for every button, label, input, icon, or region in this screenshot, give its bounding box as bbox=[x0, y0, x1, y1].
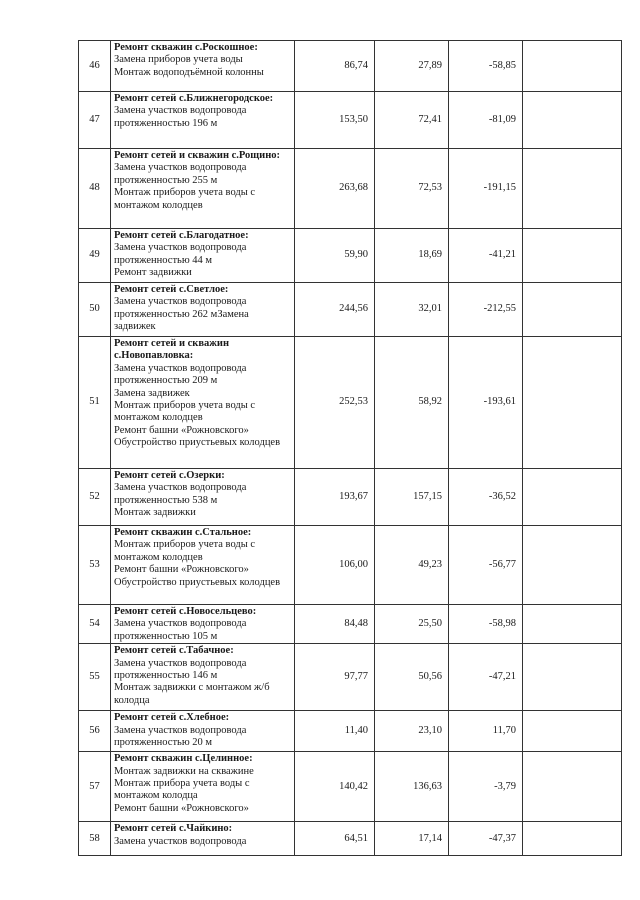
planned-amount: 64,51 bbox=[295, 822, 375, 856]
work-line: Ремонт башни «Рожновского» bbox=[114, 424, 249, 436]
work-title: Ремонт скважин с.Роскошное: bbox=[114, 42, 258, 53]
planned-amount: 263,68 bbox=[295, 149, 375, 229]
work-line: Замена участков водопровода протяженностью 20 м bbox=[114, 724, 247, 749]
row-number: 49 bbox=[79, 229, 111, 283]
notes-cell bbox=[523, 283, 622, 337]
work-title: Ремонт сетей с.Чайкино: bbox=[114, 823, 233, 835]
deviation-amount: -36,52 bbox=[449, 469, 523, 526]
row-number: 54 bbox=[79, 605, 111, 644]
deviation-amount: -81,09 bbox=[449, 92, 523, 149]
work-line: Замена участков водопровода протяженностью 538 м bbox=[114, 482, 247, 506]
work-title: Ремонт скважин с.Стальное: bbox=[114, 527, 252, 538]
work-line: Обустройство приустьевых колодцев bbox=[114, 576, 281, 588]
work-line: Замена участков водопровода протяженностью 44 м bbox=[114, 242, 247, 266]
table-row bbox=[79, 337, 622, 469]
deviation-amount: -56,77 bbox=[449, 526, 523, 605]
actual-amount: 17,14 bbox=[375, 822, 449, 856]
row-number: 47 bbox=[79, 92, 111, 149]
work-line: Замена участков водопровода bbox=[114, 835, 247, 847]
actual-amount: 32,01 bbox=[375, 283, 449, 337]
work-line: Обустройство приустьевых колодцев bbox=[114, 437, 281, 449]
row-number: 48 bbox=[79, 149, 111, 229]
notes-cell bbox=[523, 526, 622, 605]
actual-amount: 49,23 bbox=[375, 526, 449, 605]
planned-amount: 252,53 bbox=[295, 337, 375, 469]
planned-amount: 153,50 bbox=[295, 92, 375, 149]
deviation-amount: -58,98 bbox=[449, 605, 523, 644]
actual-amount: 157,15 bbox=[375, 469, 449, 526]
work-line: Замена задвижек bbox=[114, 387, 190, 399]
work-line: Монтаж задвижки с монтажом ж/б колодца bbox=[114, 682, 270, 706]
work-title: Ремонт сетей с.Ближнегородское: bbox=[114, 93, 274, 104]
notes-cell bbox=[523, 644, 622, 711]
work-description bbox=[111, 41, 295, 92]
work-line: Замена участков водопровода протяженностью 146 м bbox=[114, 657, 247, 682]
notes-cell bbox=[523, 92, 622, 149]
deviation-amount: -47,21 bbox=[449, 644, 523, 711]
planned-amount: 244,56 bbox=[295, 283, 375, 337]
work-description bbox=[111, 337, 295, 469]
deviation-amount: 11,70 bbox=[449, 711, 523, 752]
work-line: Монтаж водоподъёмной колонны bbox=[114, 66, 264, 78]
table-row bbox=[79, 822, 622, 856]
row-number: 52 bbox=[79, 469, 111, 526]
work-description bbox=[111, 644, 295, 711]
actual-amount: 50,56 bbox=[375, 644, 449, 711]
planned-amount: 84,48 bbox=[295, 605, 375, 644]
table-row bbox=[79, 41, 622, 92]
work-line: Монтаж прибора учета воды с монтажом колодца bbox=[114, 778, 250, 802]
work-description bbox=[111, 711, 295, 752]
work-line: Замена участков водопровода протяженностью 196 м bbox=[114, 105, 247, 129]
table-row bbox=[79, 283, 622, 337]
row-number: 53 bbox=[79, 526, 111, 605]
actual-amount: 25,50 bbox=[375, 605, 449, 644]
planned-amount: 11,40 bbox=[295, 711, 375, 752]
work-line: Замена участков водопровода протяженностью 105 м bbox=[114, 618, 247, 642]
row-number: 58 bbox=[79, 822, 111, 856]
work-description bbox=[111, 605, 295, 644]
work-line: Монтаж задвижки bbox=[114, 507, 196, 519]
deviation-amount: -193,61 bbox=[449, 337, 523, 469]
deviation-amount: -191,15 bbox=[449, 149, 523, 229]
actual-amount: 72,41 bbox=[375, 92, 449, 149]
planned-amount: 97,77 bbox=[295, 644, 375, 711]
work-line: Замена участков водопровода протяженностью 262 мЗамена задвижек bbox=[114, 296, 249, 333]
work-description bbox=[111, 229, 295, 283]
work-line: Монтаж приборов учета воды с монтажом колодцев bbox=[114, 400, 256, 424]
planned-amount: 59,90 bbox=[295, 229, 375, 283]
work-description bbox=[111, 469, 295, 526]
work-line: Ремонт задвижки bbox=[114, 267, 192, 279]
notes-cell bbox=[523, 149, 622, 229]
actual-amount: 18,69 bbox=[375, 229, 449, 283]
deviation-amount: -212,55 bbox=[449, 283, 523, 337]
work-description bbox=[111, 92, 295, 149]
work-line: Замена приборов учета воды bbox=[114, 54, 243, 66]
deviation-amount: -3,79 bbox=[449, 752, 523, 822]
work-title: Ремонт сетей и скважин с.Новопавловка: bbox=[114, 338, 229, 362]
deviation-amount: -58,85 bbox=[449, 41, 523, 92]
work-title: Ремонт сетей с.Озерки: bbox=[114, 470, 225, 481]
work-title: Ремонт сетей с.Табачное: bbox=[114, 645, 234, 657]
work-description bbox=[111, 822, 295, 856]
work-line: Замена участков водопровода протяженностью 209 м bbox=[114, 362, 247, 387]
actual-amount: 72,53 bbox=[375, 149, 449, 229]
repair-table bbox=[78, 40, 622, 856]
work-title: Ремонт сетей и скважин с.Рощино: bbox=[114, 150, 281, 161]
row-number: 57 bbox=[79, 752, 111, 822]
notes-cell bbox=[523, 41, 622, 92]
notes-cell bbox=[523, 469, 622, 526]
notes-cell bbox=[523, 822, 622, 856]
row-number: 46 bbox=[79, 41, 111, 92]
work-line: Монтаж приборов учета воды с монтажом колодцев bbox=[114, 187, 256, 211]
deviation-amount: -47,37 bbox=[449, 822, 523, 856]
notes-cell bbox=[523, 337, 622, 469]
work-line: Монтаж приборов учета воды с монтажом колодцев bbox=[114, 539, 256, 563]
table-row bbox=[79, 605, 622, 644]
notes-cell bbox=[523, 711, 622, 752]
work-description bbox=[111, 149, 295, 229]
work-description bbox=[111, 752, 295, 822]
planned-amount: 140,42 bbox=[295, 752, 375, 822]
work-line: Монтаж задвижки на скважине bbox=[114, 765, 254, 777]
work-description bbox=[111, 526, 295, 605]
notes-cell bbox=[523, 752, 622, 822]
work-title: Ремонт скважин с.Целинное: bbox=[114, 753, 253, 765]
row-number: 56 bbox=[79, 711, 111, 752]
actual-amount: 136,63 bbox=[375, 752, 449, 822]
work-title: Ремонт сетей с.Новосельцево: bbox=[114, 606, 257, 617]
row-number: 50 bbox=[79, 283, 111, 337]
table-row bbox=[79, 229, 622, 283]
actual-amount: 58,92 bbox=[375, 337, 449, 469]
work-line: Ремонт башни «Рожновского» bbox=[114, 564, 249, 576]
table-row bbox=[79, 752, 622, 822]
work-description bbox=[111, 283, 295, 337]
work-title: Ремонт сетей с.Светлое: bbox=[114, 284, 229, 295]
repair-table-body bbox=[79, 41, 622, 856]
table-row bbox=[79, 526, 622, 605]
work-title: Ремонт сетей с.Благодатное: bbox=[114, 230, 249, 241]
table-row bbox=[79, 711, 622, 752]
work-line: Замена участков водопровода протяженностью 255 м bbox=[114, 162, 247, 186]
work-line: Ремонт башни «Рожновского» bbox=[114, 802, 249, 814]
actual-amount: 23,10 bbox=[375, 711, 449, 752]
table-row bbox=[79, 644, 622, 711]
notes-cell bbox=[523, 229, 622, 283]
work-title: Ремонт сетей с.Хлебное: bbox=[114, 712, 230, 724]
actual-amount: 27,89 bbox=[375, 41, 449, 92]
deviation-amount: -41,21 bbox=[449, 229, 523, 283]
planned-amount: 86,74 bbox=[295, 41, 375, 92]
table-row bbox=[79, 92, 622, 149]
row-number: 55 bbox=[79, 644, 111, 711]
row-number: 51 bbox=[79, 337, 111, 469]
planned-amount: 106,00 bbox=[295, 526, 375, 605]
table-row bbox=[79, 469, 622, 526]
notes-cell bbox=[523, 605, 622, 644]
planned-amount: 193,67 bbox=[295, 469, 375, 526]
table-row bbox=[79, 149, 622, 229]
